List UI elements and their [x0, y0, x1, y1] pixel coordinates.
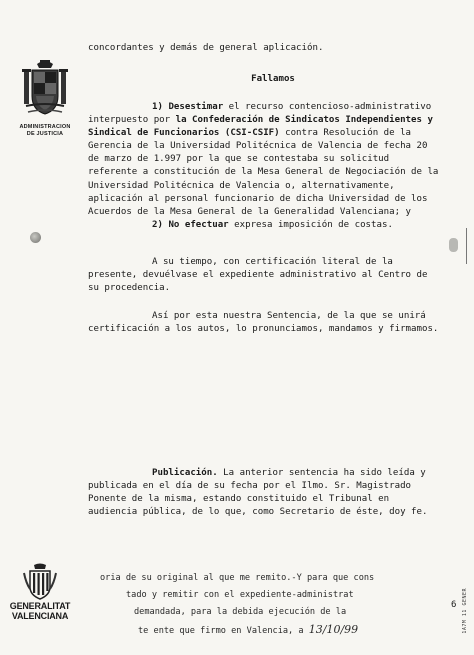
logo-line2: VALENCIANA: [11, 611, 69, 621]
generalitat-emblem-icon: [20, 563, 60, 601]
ruling-line: [88, 206, 458, 219]
page-number: 6: [451, 600, 457, 610]
ruling-line-segment: el recurso contencioso-administrativo: [223, 102, 432, 112]
ruling-line: [88, 140, 458, 153]
publication-line-segment: La anterior sentencia ha sido leída y: [217, 468, 426, 478]
signature-line: certificación a los autos, lo pronunciamos, mandamos y firmamos.: [88, 324, 439, 335]
ruling-line-segment: Universidad Politécnica de Valencia o, alternativamente,: [88, 180, 395, 191]
stamp-line: oria de su original al que me remito.-Y para que cons: [100, 573, 375, 583]
ruling-line-segment: referente a constitución de la Mesa General de Negociación de la: [88, 167, 439, 178]
ruling-line-segment: la Confederación de Sindicatos Independientes y: [175, 115, 433, 126]
fallamos-heading-text: Fallamos: [251, 74, 295, 84]
publication-line: [88, 493, 458, 506]
ruling-line-segment: aplicación al personal funcionario de dicha Universidad de los: [88, 193, 428, 204]
certification-stamp: [100, 570, 452, 640]
margin-blot-mark: [449, 238, 458, 252]
signature-paragraph: [88, 310, 458, 336]
coat-of-arms-icon: [20, 58, 70, 120]
binder-hole-mark: [30, 232, 41, 243]
stamp-date-line: [100, 621, 452, 640]
seal-caption-line1: ADMINISTRACION: [19, 124, 71, 130]
fallamos-heading: [88, 73, 458, 86]
return-line: A su tiempo, con certificación literal de la: [152, 257, 393, 267]
ruling-line: [88, 219, 458, 232]
side-margin-code: 1A7M 11 GENER: [462, 588, 468, 634]
ruling-line-segment: Acuerdos de la Mesa General de la Generalidad Valenciana; y: [88, 206, 412, 217]
seal-caption-line2: DE JUSTICIA: [26, 131, 64, 137]
return-paragraph: [88, 256, 458, 295]
ruling-line-segment: interpuesto por: [88, 115, 176, 126]
publication-line-segment: Publicación.: [152, 468, 218, 478]
ruling-line: [88, 166, 458, 179]
ruling-line-segment: expresa imposición de costas.: [228, 219, 393, 230]
ruling-paragraph: [88, 101, 458, 232]
publication-line: [88, 480, 458, 493]
signature-line: Así por esta nuestra Sentencia, de la que se unirá: [152, 311, 426, 321]
logo-line1: GENERALITAT: [9, 601, 71, 611]
publication-line-segment: audiencia pública, de lo que, como Secretario de éste, doy fe.: [88, 507, 428, 518]
publication-line-segment: Ponente de la misma, estando constituido el Tribunal en: [88, 494, 390, 505]
ruling-line-segment: 1): [152, 102, 169, 112]
ruling-line: [88, 153, 458, 166]
stamp-line-text: te ente que firmo en Valencia, a: [138, 626, 309, 636]
ruling-line-segment: 2): [152, 219, 169, 230]
ruling-line-segment: contra Resolución de la: [279, 128, 412, 139]
coat-of-arms-seal: [14, 58, 76, 138]
handwritten-date: 13/10/99: [308, 623, 359, 636]
ruling-line: [88, 193, 458, 206]
ruling-line: [88, 127, 458, 140]
publication-paragraph: [88, 467, 458, 519]
ruling-line-segment: Desestimar: [168, 102, 224, 112]
top-line: [88, 42, 458, 55]
publication-line: [88, 506, 458, 519]
ruling-line: [88, 114, 458, 127]
margin-tick-mark: [466, 228, 467, 264]
ruling-line: [88, 101, 458, 114]
return-line: su procedencia.: [88, 283, 171, 294]
ruling-line-segment: de marzo de 1.997 por la que se contestaba su solicitud: [88, 154, 390, 165]
generalitat-logo: [8, 563, 72, 621]
return-line: presente, devuélvase el expediente administrativo al Centro de: [88, 270, 428, 281]
ruling-line-segment: Sindical de Funcionarios (CSI-CSIF): [88, 128, 280, 139]
stamp-line: demandada, para la debida ejecución de la: [134, 607, 347, 617]
top-line-text: concordantes y demás de general aplicación.: [88, 43, 324, 53]
publication-line: [88, 467, 458, 480]
ruling-line-segment: Gerencia de la Universidad Politécnica de Valencia de fecha 20: [88, 141, 428, 152]
stamp-line: tado y remitir con el expediente-administrat: [126, 590, 354, 600]
ruling-line: [88, 180, 458, 193]
ruling-line-segment: No efectuar: [168, 219, 229, 230]
publication-line-segment: publicada en el día de su fecha por el Ilmo. Sr. Magistrado: [88, 481, 412, 492]
